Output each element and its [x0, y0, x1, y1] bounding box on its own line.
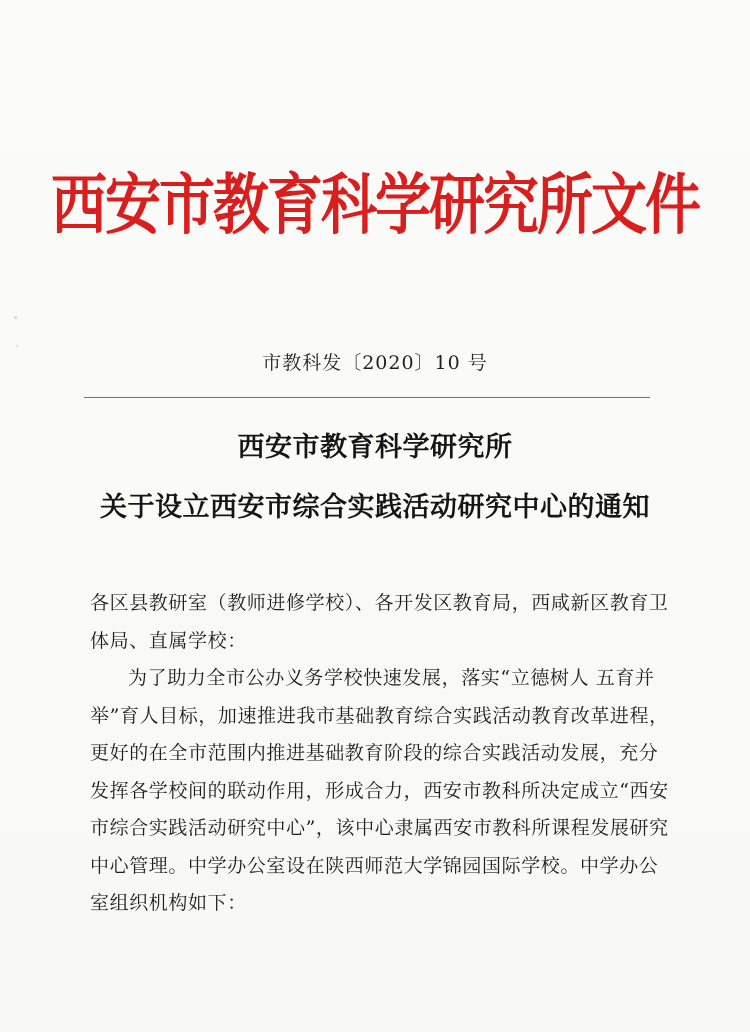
notice-title-subject: 关于设立西安市综合实践活动研究中心的通知 — [100, 492, 650, 523]
document-number: 市教科发〔2020〕10 号 — [262, 352, 488, 374]
scan-speck — [14, 316, 17, 319]
recipients-line: 各区县教研室（教师进修学校）、各开发区教育局，西咸新区教育卫体局、直属学校： — [90, 592, 669, 652]
notice-title-issuer: 西安市教育科学研究所 — [237, 432, 513, 463]
scan-speck — [16, 345, 18, 347]
red-divider-line — [84, 397, 650, 398]
document-masthead: 西安市教育科学研究所文件 — [51, 166, 699, 245]
body-paragraph: 为了助力全市公办义务学校快速发展，落实“立德树人 五育并举”育人目标，加速推进我市基础教育综合实践活动教育改革进程，更好的在全市范围内推进基础教育阶段的综合实践活动发展，充分发挥各学校间的联动作用，形成合力，西安市教科所决定成立“西安市综合实践活动研究中心”，该中心隶属西安市教科所课程发展研究中心管理。中学办公室设在陕西师范大学锦园国际学校。中学办公室组织机构如下： — [90, 667, 669, 914]
notice-body — [90, 585, 670, 923]
